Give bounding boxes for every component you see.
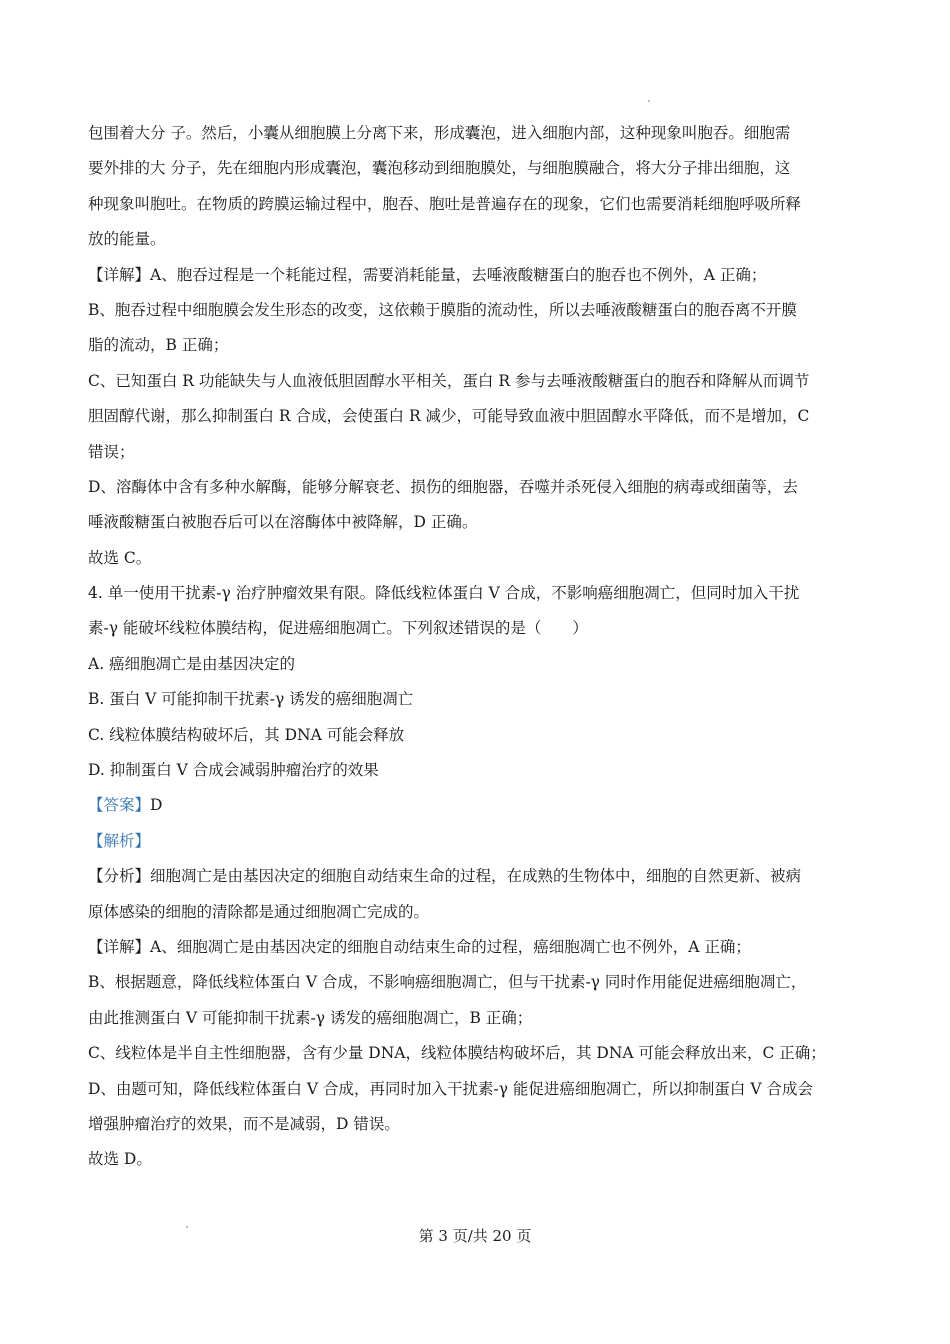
text-line: C、线粒体是半自主性细胞器，含有少量 DNA，线粒体膜结构破坏后，其 DNA 可能会释放出来，C 正确； <box>88 1044 826 1063</box>
text-line: 放的能量。 <box>88 230 166 249</box>
text-line: 种现象叫胞吐。在物质的跨膜运输过程中，胞吞、胞吐是普遍存在的现象，它们也需要消耗细胞呼吸所释 <box>88 194 802 213</box>
answer-value: D <box>150 796 163 815</box>
option-a: A. 癌细胞凋亡是由基因决定的 <box>88 654 296 673</box>
text-line: B、根据题意，降低线粒体蛋白 V 合成，不影响癌细胞凋亡，但与干扰素-γ 同时作用能促进癌细胞凋亡， <box>88 973 807 992</box>
analysis-label: 【解析】 <box>88 831 151 850</box>
text-line: 【详解】A、胞吞过程是一个耗能过程，需要消耗能量，去唾液酸糖蛋白的胞吞也不例外，A 正确； <box>88 265 767 284</box>
text-line: 要外排的大 分子，先在细胞内形成囊泡，囊泡移动到细胞膜处，与细胞膜融合，将大分子排出细胞，这 <box>88 159 791 178</box>
text-line: 故选 C。 <box>88 548 152 567</box>
text-line: C、已知蛋白 R 功能缺失与人血液低胆固醇水平相关，蛋白 R 参与去唾液酸糖蛋白的胞吞和降解从而调节 <box>88 371 810 390</box>
page-number: 第 3 页/共 20 页 <box>418 1227 532 1245</box>
option-c: C. 线粒体膜结构破坏后，其 DNA 可能会释放 <box>88 725 405 744</box>
option-d: D. 抑制蛋白 V 合成会减弱肿瘤治疗的效果 <box>88 761 379 780</box>
text-line: 包围着大分 子。然后，小囊从细胞膜上分离下来，形成囊泡，进入细胞内部，这种现象叫胞吞。细胞需 <box>88 124 791 142</box>
text-line: 【详解】A、细胞凋亡是由基因决定的细胞自动结束生命的过程，癌细胞凋亡也不例外，A 正确； <box>88 937 751 956</box>
answer-line <box>88 788 858 823</box>
text-line: 故选 D。 <box>88 1150 152 1169</box>
document-body <box>88 116 858 1178</box>
text-line: 错误； <box>88 442 135 461</box>
text-line: 唾液酸糖蛋白被胞吞后可以在溶酶体中被降解，D 正确。 <box>88 513 478 532</box>
text-line: B、胞吞过程中细胞膜会发生形态的改变，这依赖于膜脂的流动性，所以去唾液酸糖蛋白的胞吞离不开膜 <box>88 300 797 319</box>
text-line: 胆固醇代谢，那么抑制蛋白 R 合成，会使蛋白 R 减少，可能导致血液中胆固醇水平降低，而不是增加，C <box>88 407 810 426</box>
option-b: B. 蛋白 V 可能抑制干扰素-γ 诱发的癌细胞凋亡 <box>88 690 414 709</box>
text-line: 由此推测蛋白 V 可能抑制干扰素-γ 诱发的癌细胞凋亡，B 正确； <box>88 1008 533 1027</box>
text-line: D、溶酶体中含有多种水解酶，能够分解衰老、损伤的细胞器，吞噬并杀死侵入细胞的病毒或细菌等，去 <box>88 477 798 496</box>
text-line: 【分析】细胞凋亡是由基因决定的细胞自动结束生命的过程，在成熟的生物体中，细胞的自然更新、被病 <box>88 867 802 886</box>
answer-label: 【答案】 <box>88 796 151 815</box>
question-stem: 4. 单一使用干扰素-γ 治疗肿瘤效果有限。降低线粒体蛋白 V 合成，不影响癌细胞凋亡，但同时加入干扰 <box>88 584 800 603</box>
decorative-dot-top <box>648 100 650 102</box>
text-line: 增强肿瘤治疗的效果，而不是减弱，D 错误。 <box>88 1114 400 1133</box>
question-stem: 素-γ 能破坏线粒体膜结构，促进癌细胞凋亡。下列叙述错误的是（ ） <box>88 619 588 638</box>
text-line: D、由题可知，降低线粒体蛋白 V 合成，再同时加入干扰素-γ 能促进癌细胞凋亡，所以抑制蛋白 V 合成会 <box>88 1079 813 1098</box>
text-line: 脂的流动，B 正确； <box>88 336 229 355</box>
analysis-heading <box>88 824 858 859</box>
text-line: 原体感染的细胞的清除都是通过细胞凋亡完成的。 <box>88 902 430 921</box>
